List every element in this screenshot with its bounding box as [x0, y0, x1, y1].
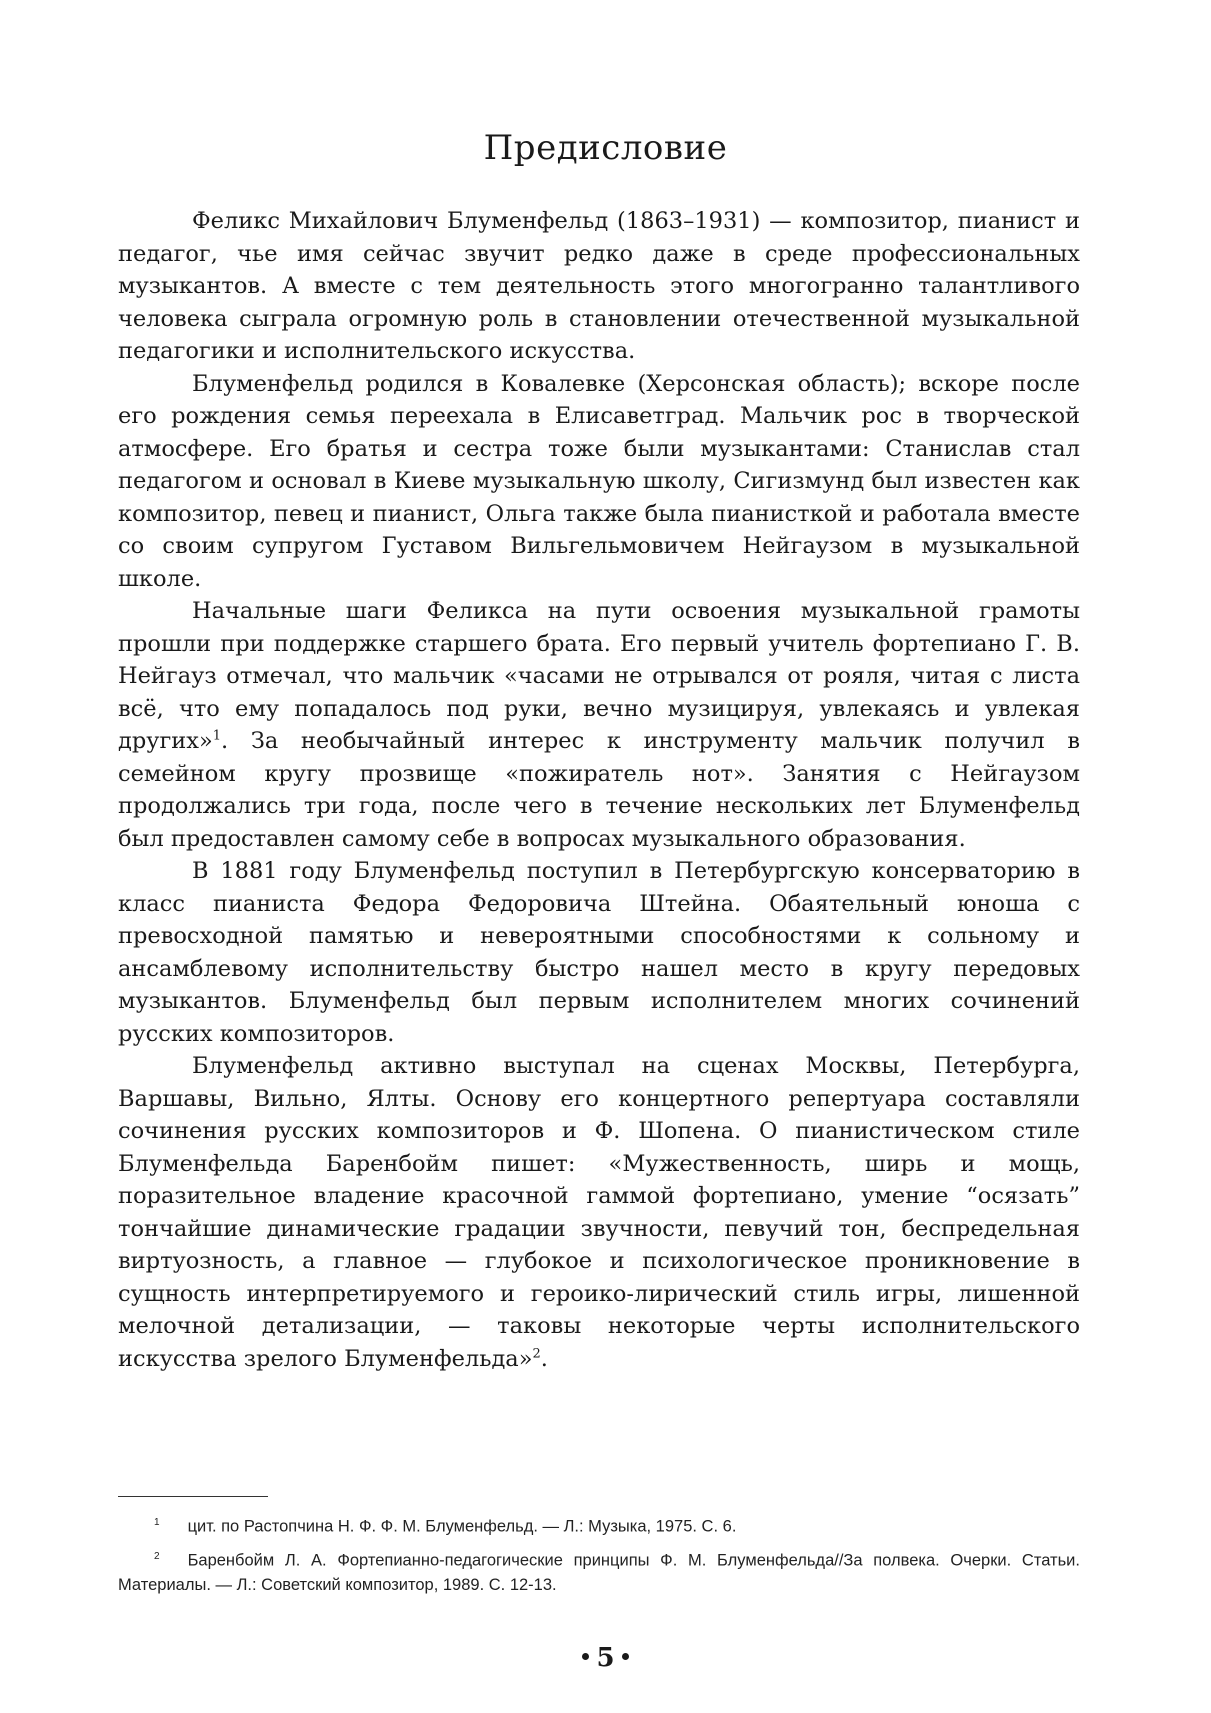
- paragraph-3: [118, 595, 1080, 855]
- footnote-mark-1: 1: [154, 1517, 160, 1528]
- footnote-divider: [118, 1496, 268, 1497]
- paragraph-2: Блуменфельд родился в Ковалевке (Херсонская область); вскоре после его рождения семья переехала в Елисаветград. Мальчик рос в творческой атмосфере. Его братья и сестра тоже были музыкантами: Станислав стал педагогом и основал в Киеве музыкальную школу, Сигизмунд был известен как композитор, певец и пианист, Ольга также была пианисткой и работала вместе со своим супругом Густавом Вильгельмовичем Нейгаузом в музыкальной школе.: [118, 370, 1080, 592]
- paragraph-4: В 1881 году Блуменфельд поступил в Петербургскую консерваторию в класс пианиста Федора Федоровича Штейна. Обаятельный юноша с превосходной памятью и невероятными способностями к сольному и ансамблевому исполнительству быстро нашел место в кругу передовых музыкантов. Блуменфельд был первым исполнителем многих сочинений русских композиторов.: [118, 858, 1080, 1047]
- footnote-text-2: Баренбойм Л. А. Фортепианно-педагогические принципы Ф. М. Блуменфельда//За полвека. Очерки. Статьи. Материалы. — Л.: Советский композитор, 1989. С. 12-13.: [118, 1551, 1080, 1594]
- paragraph-5: [118, 1050, 1080, 1375]
- main-text: [118, 205, 1080, 1375]
- bullet-dot-icon: [622, 1653, 629, 1660]
- paragraph-3-text-after: . За необычайный интерес к инструменту мальчик получил в семейном кругу прозвище «пожиратель нот». Занятия с Нейгаузом продолжались три года, после чего в течение нескольких лет Блуменфельд был предоставлен самому себе в вопросах музыкального образования.: [118, 728, 1080, 852]
- paragraph-5-text-after: .: [540, 1345, 548, 1372]
- page-number-value: 5: [596, 1643, 615, 1673]
- paragraph-1: Феликс Михайлович Блуменфельд (1863–1931) — композитор, пианист и педагог, чье имя сейчас звучит редко даже в среде профессиональных музыкантов. А вместе с тем деятельность этого многогранно талантливого человека сыграла огромную роль в становлении отечественной музыкальной педагогики и исполнительского искусства.: [118, 208, 1080, 364]
- footnote-1: [118, 1510, 1080, 1540]
- paragraph-3-text-before: Начальные шаги Феликса на пути освоения музыкальной грамоты прошли при поддержке старшего брата. Его первый учитель фортепиано Г. В. Нейгауз отмечал, что мальчик «часами не отрывался от рояля, читая с листа всё, что ему попадалось под руки, вечно музицируя, увлекаясь и увлекая других»: [118, 598, 1080, 754]
- page-number: [0, 1643, 1211, 1673]
- footnote-mark-2: 2: [154, 1550, 160, 1562]
- page-title: Предисловие: [483, 128, 728, 168]
- footnote-ref-1[interactable]: 1: [212, 728, 222, 744]
- footnotes: [118, 1510, 1080, 1602]
- paragraph-5-text-before: Блуменфельд активно выступал на сценах Москвы, Петербурга, Варшавы, Вильно, Ялты. Основу его концертного репертуара составляли сочинения русских композиторов и Ф. Шопена. О пианистическом стиле Блуменфельда Баренбойм пишет: «Мужественность, ширь и мощь, поразительное владение красочной гаммой фортепиано, умение “осязать” тончайшие динамические градации звучности, певучий тон, беспредельная виртуозность, а главное — глубокое и психологическое проникновение в сущность интерпретируемого и героико-лирический стиль игры, лишенной мелочной детализации, — таковы некоторые черты исполнительского искусства зрелого Блуменфельда»: [118, 1053, 1080, 1372]
- footnote-text-1: цит. по Растопчина Н. Ф. Ф. М. Блуменфельд. — Л.: Музыка, 1975. С. 6.: [187, 1517, 737, 1536]
- footnote-ref-2[interactable]: 2: [532, 1346, 541, 1361]
- footnote-2: [118, 1544, 1080, 1599]
- bullet-dot-icon: [582, 1653, 589, 1660]
